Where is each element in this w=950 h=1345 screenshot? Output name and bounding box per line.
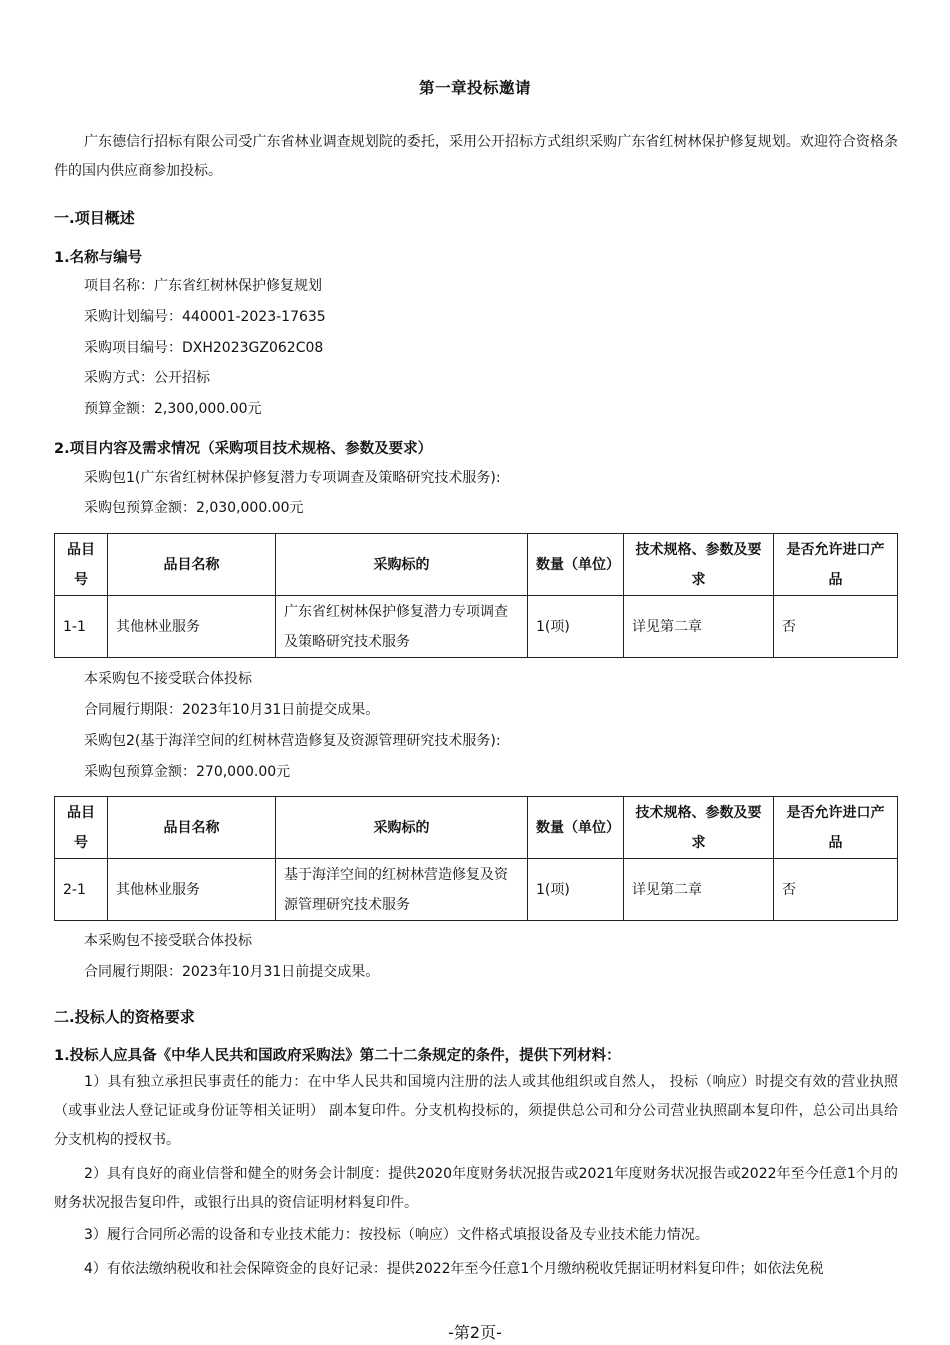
project-name: 项目名称：广东省红树林保护修复规划 xyxy=(84,278,322,294)
cell-item-name: 其他林业服务 xyxy=(108,596,276,658)
table-header-row xyxy=(55,797,898,859)
qualification-item-4: 4）有依法缴纳税收和社会保障资金的良好记录：提供2022年至今任意1个月缴纳税收凭据证明材料复印件；如依法免税 xyxy=(84,1261,824,1277)
header-spec: 技术规格、参数及要求 xyxy=(624,534,774,596)
header-quantity: 数量（单位） xyxy=(528,534,624,596)
section-heading-overview: 一.项目概述 xyxy=(54,209,135,227)
subheading-name-number: 1.名称与编号 xyxy=(54,250,143,266)
section-heading-qualifications: 二.投标人的资格要求 xyxy=(54,1008,195,1026)
cell-quantity: 1(项) xyxy=(528,859,624,921)
cell-spec: 详见第二章 xyxy=(624,859,774,921)
qualification-item-1: 1）具有独立承担民事责任的能力：在中华人民共和国境内注册的法人或其他组织或自然人， 投标（响应）时提交有效的营业执照（或事业法人登记证或身份证等相关证明） 副本复印件。分支机构投标的，须提供总公司和分公司营业执照副本复印件，总公司出具给分支机构的授权书。 xyxy=(54,1074,898,1148)
cell-subject: 广东省红树林保护修复潜力专项调查及策略研究技术服务 xyxy=(276,596,528,658)
cell-item-no: 1-1 xyxy=(55,596,108,658)
package1-budget: 采购包预算金额：2,030,000.00元 xyxy=(84,500,304,516)
package2-contract-term: 合同履行期限：2023年10月31日前提交成果。 xyxy=(84,964,380,980)
qualification-item-3: 3）履行合同所必需的设备和专业技术能力：按投标（响应）文件格式填报设备及专业技术能力情况。 xyxy=(84,1227,709,1243)
cell-item-no: 2-1 xyxy=(55,859,108,921)
subheading-gov-procurement-law: 1.投标人应具备《中华人民共和国政府采购法》第二十二条规定的条件，提供下列材料： xyxy=(54,1048,621,1064)
package1-contract-term: 合同履行期限：2023年10月31日前提交成果。 xyxy=(84,702,380,718)
header-subject: 采购标的 xyxy=(276,797,528,859)
plan-number: 采购计划编号：440001-2023-17635 xyxy=(84,309,326,325)
header-item-name: 品目名称 xyxy=(108,534,276,596)
cell-import: 否 xyxy=(774,596,898,658)
header-import: 是否允许进口产品 xyxy=(774,797,898,859)
header-item-no: 品目号 xyxy=(55,797,108,859)
budget-amount: 预算金额：2,300,000.00元 xyxy=(84,401,262,417)
package1-table xyxy=(54,533,898,658)
header-subject: 采购标的 xyxy=(276,534,528,596)
page-number-footer: -第2页- xyxy=(448,1323,502,1342)
table-row xyxy=(55,596,898,658)
table-header-row xyxy=(55,534,898,596)
header-item-no: 品目号 xyxy=(55,534,108,596)
package1-no-consortium: 本采购包不接受联合体投标 xyxy=(84,671,252,687)
cell-quantity: 1(项) xyxy=(528,596,624,658)
cell-item-name: 其他林业服务 xyxy=(108,859,276,921)
intro-paragraph: 广东德信行招标有限公司受广东省林业调查规划院的委托，采用公开招标方式组织采购广东省红树林保护修复规划。欢迎符合资格条件的国内供应商参加投标。 xyxy=(54,134,898,179)
package2-no-consortium: 本采购包不接受联合体投标 xyxy=(84,933,252,949)
cell-import: 否 xyxy=(774,859,898,921)
procurement-method: 采购方式：公开招标 xyxy=(84,370,210,386)
cell-subject: 基于海洋空间的红树林营造修复及资源管理研究技术服务 xyxy=(276,859,528,921)
cell-spec: 详见第二章 xyxy=(624,596,774,658)
subheading-project-content: 2.项目内容及需求情况（采购项目技术规格、参数及要求） xyxy=(54,441,433,457)
package1-label: 采购包1(广东省红树林保护修复潜力专项调查及策略研究技术服务): xyxy=(84,470,501,486)
header-import: 是否允许进口产品 xyxy=(774,534,898,596)
header-item-name: 品目名称 xyxy=(108,797,276,859)
table-row xyxy=(55,859,898,921)
page-title: 第一章投标邀请 xyxy=(418,79,531,97)
package2-label: 采购包2(基于海洋空间的红树林营造修复及资源管理研究技术服务): xyxy=(84,733,501,749)
header-quantity: 数量（单位） xyxy=(528,797,624,859)
package2-budget: 采购包预算金额：270,000.00元 xyxy=(84,764,291,780)
header-spec: 技术规格、参数及要求 xyxy=(624,797,774,859)
project-number: 采购项目编号：DXH2023GZ062C08 xyxy=(84,340,324,356)
qualification-item-2: 2）具有良好的商业信誉和健全的财务会计制度：提供2020年度财务状况报告或2021年度财务状况报告或2022年至今任意1个月的财务状况报告复印件，或银行出具的资信证明材料复印件。 xyxy=(54,1166,898,1211)
package2-table xyxy=(54,796,898,921)
